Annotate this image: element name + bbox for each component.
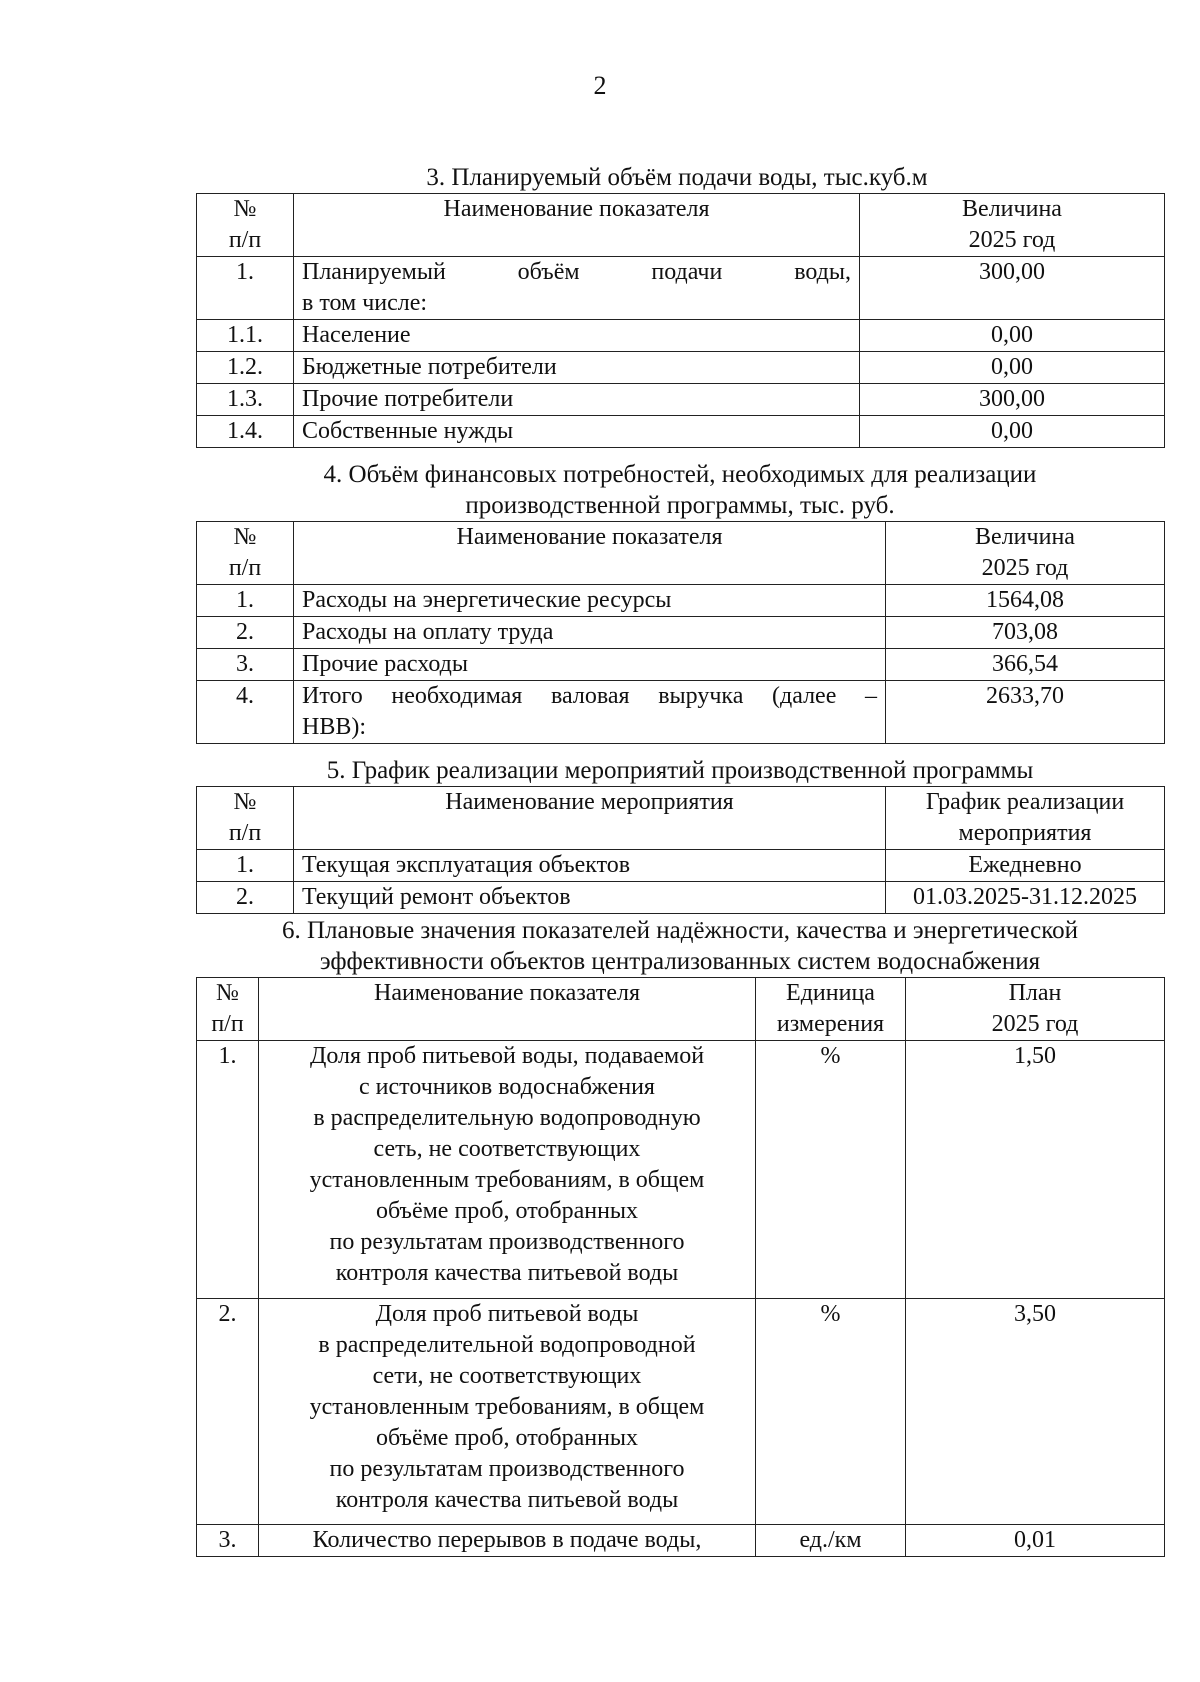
table-row	[197, 585, 1165, 617]
row-name-line: Итого необходимая валовая выручка (далее –	[302, 683, 877, 709]
row-name: Собственные нужды	[294, 416, 860, 448]
row-value: 0,00	[860, 416, 1165, 448]
row-plan: 3,50	[906, 1299, 1165, 1525]
table-row	[197, 681, 1165, 744]
header-schedule: График реализации мероприятия	[886, 787, 1165, 850]
row-num: 2.	[197, 617, 294, 649]
row-value: 366,54	[886, 649, 1165, 681]
row-name-line: в том числе:	[302, 290, 428, 316]
row-num: 1.1.	[197, 320, 294, 352]
row-num: 3.	[197, 649, 294, 681]
table-row	[197, 1299, 1165, 1525]
row-value: 300,00	[860, 384, 1165, 416]
row-name	[294, 681, 886, 744]
table-row	[197, 320, 1165, 352]
row-num: 1.	[197, 585, 294, 617]
row-value: 2633,70	[886, 681, 1165, 744]
page-number: 2	[593, 71, 607, 100]
row-plan: 0,01	[906, 1525, 1165, 1557]
row-num: 2.	[197, 882, 294, 914]
table-row	[197, 416, 1165, 448]
row-name: Текущий ремонт объектов	[294, 882, 886, 914]
header-name: Наименование показателя	[294, 522, 886, 585]
row-schedule: 01.03.2025-31.12.2025	[886, 882, 1165, 914]
row-value: 300,00	[860, 257, 1165, 320]
header-value: Величина 2025 год	[860, 194, 1165, 257]
row-num: 3.	[197, 1525, 259, 1557]
row-unit: ед./км	[756, 1525, 906, 1557]
header-plan: План 2025 год	[906, 978, 1165, 1041]
row-value: 0,00	[860, 320, 1165, 352]
header-num: № п/п	[197, 978, 259, 1041]
section-4-title: 4. Объём финансовых потребностей, необходимых для реализации производственной программы, тыс. руб.	[323, 461, 1037, 519]
row-name-line: Планируемый объём подачи воды,	[302, 259, 851, 285]
row-num: 4.	[197, 681, 294, 744]
table-row	[197, 352, 1165, 384]
row-name: Бюджетные потребители	[294, 352, 860, 384]
row-name: Количество перерывов в подаче воды,	[259, 1525, 756, 1557]
row-name: Доля проб питьевой воды в распределительной водопроводной сети, не соответствующих установленным требованиям, в общем объёме проб, отобранных по результатам производственного контроля качества питьевой воды	[259, 1299, 756, 1525]
section-3-table	[196, 193, 1165, 448]
header-num: № п/п	[197, 194, 294, 257]
header-name: Наименование показателя	[259, 978, 756, 1041]
header-num: № п/п	[197, 522, 294, 585]
row-name: Население	[294, 320, 860, 352]
section-3-title: 3. Планируемый объём подачи воды, тыс.куб.м	[426, 164, 928, 191]
table-row	[197, 882, 1165, 914]
table-row	[197, 384, 1165, 416]
row-plan: 1,50	[906, 1041, 1165, 1299]
table-row	[197, 257, 1165, 320]
section-5	[196, 755, 1164, 914]
header-value: Величина 2025 год	[886, 522, 1165, 585]
header-unit: Единица измерения	[756, 978, 906, 1041]
table-header-row	[197, 522, 1165, 585]
row-name: Текущая эксплуатация объектов	[294, 850, 886, 882]
section-3	[196, 162, 1164, 448]
row-num: 2.	[197, 1299, 259, 1525]
row-num: 1.	[197, 257, 294, 320]
section-5-title: 5. График реализации мероприятий производственной программы	[326, 757, 1034, 784]
table-header-row	[197, 787, 1165, 850]
row-unit: %	[756, 1299, 906, 1525]
row-num: 1.2.	[197, 352, 294, 384]
row-value: 0,00	[860, 352, 1165, 384]
header-name: Наименование мероприятия	[294, 787, 886, 850]
table-row	[197, 1041, 1165, 1299]
row-name	[294, 257, 860, 320]
section-6	[196, 915, 1164, 1557]
row-name: Расходы на энергетические ресурсы	[294, 585, 886, 617]
row-name-line: НВВ):	[302, 714, 367, 740]
section-5-table	[196, 786, 1165, 914]
table-row	[197, 617, 1165, 649]
row-num: 1.	[197, 850, 294, 882]
row-value: 1564,08	[886, 585, 1165, 617]
row-name: Доля проб питьевой воды, подаваемой с источников водоснабжения в распределительную водопроводную сеть, не соответствующих установленным требованиям, в общем объёме проб, отобранных по результатам производственного контроля качества питьевой воды	[259, 1041, 756, 1299]
table-header-row	[197, 194, 1165, 257]
section-6-title: 6. Плановые значения показателей надёжности, качества и энергетической эффективности объектов централизованных систем водоснабжения	[281, 917, 1079, 975]
row-num: 1.	[197, 1041, 259, 1299]
table-row	[197, 850, 1165, 882]
row-num: 1.3.	[197, 384, 294, 416]
row-name: Расходы на оплату труда	[294, 617, 886, 649]
section-6-table	[196, 977, 1165, 1557]
row-schedule: Ежедневно	[886, 850, 1165, 882]
header-name: Наименование показателя	[294, 194, 860, 257]
row-num: 1.4.	[197, 416, 294, 448]
section-4	[196, 459, 1164, 744]
section-4-table	[196, 521, 1165, 744]
table-header-row	[197, 978, 1165, 1041]
table-row	[197, 1525, 1165, 1557]
header-num: № п/п	[197, 787, 294, 850]
row-name: Прочие потребители	[294, 384, 860, 416]
row-value: 703,08	[886, 617, 1165, 649]
row-unit: %	[756, 1041, 906, 1299]
row-name: Прочие расходы	[294, 649, 886, 681]
table-row	[197, 649, 1165, 681]
